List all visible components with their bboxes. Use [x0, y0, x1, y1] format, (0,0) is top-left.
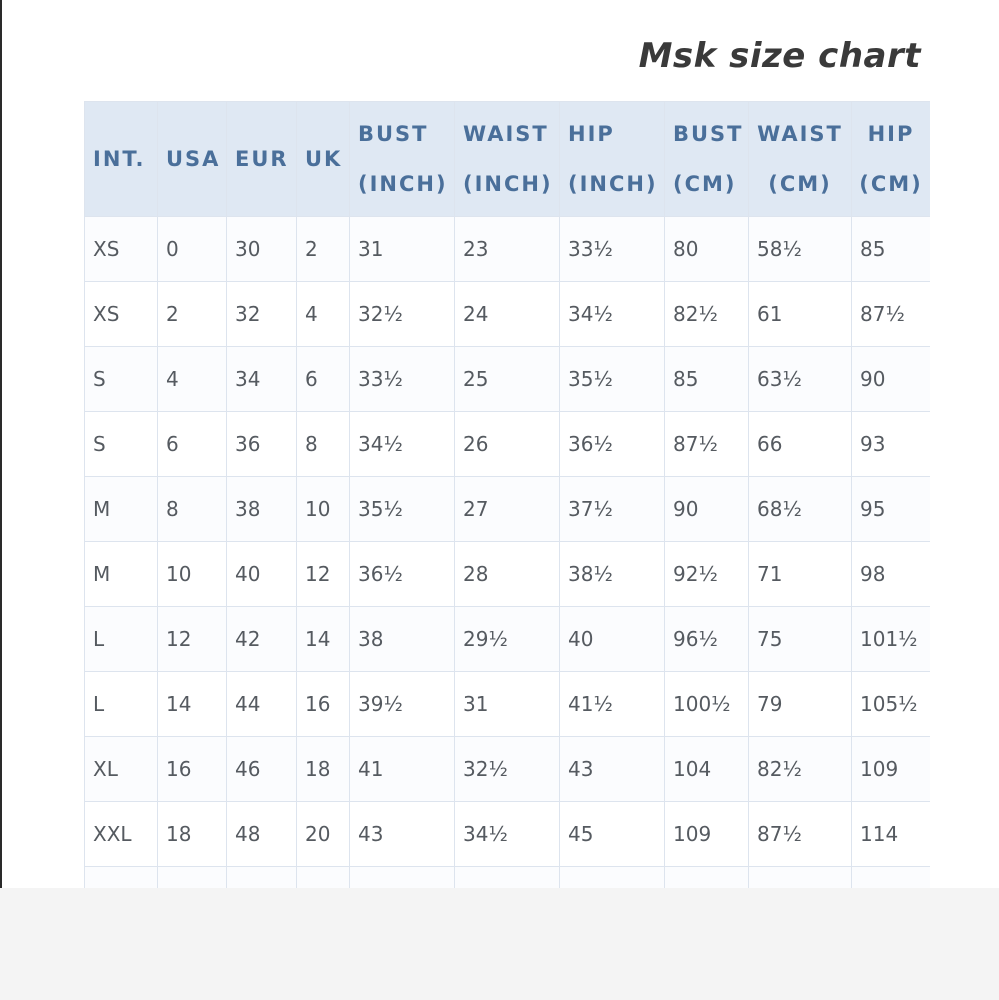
column-header-hip-cm — [852, 102, 931, 217]
table-cell-usa: 6 — [158, 412, 227, 477]
table-cell-eur — [227, 867, 297, 889]
table-cell-eur: 32 — [227, 282, 297, 347]
table-cell-uk: 14 — [297, 607, 350, 672]
table-cell-uk: 10 — [297, 477, 350, 542]
table-cell-eur: 46 — [227, 737, 297, 802]
column-header-label: WAIST — [463, 122, 549, 146]
table-cell-bust-cm: 104 — [665, 737, 749, 802]
table-cell-uk: 20 — [297, 802, 350, 867]
column-header-label: HIP — [867, 122, 915, 146]
column-header-label: UK — [305, 147, 343, 171]
header-row — [85, 102, 931, 217]
table-cell-usa: 18 — [158, 802, 227, 867]
table-row — [85, 607, 931, 672]
table-row — [85, 867, 931, 889]
table-cell-hip-cm: 109 — [852, 737, 931, 802]
column-header-unit: (INCH) — [568, 172, 658, 196]
table-cell-waist-cm: 61 — [749, 282, 852, 347]
table-cell-waist-inch: 29½ — [455, 607, 560, 672]
table-cell-usa: 16 — [158, 737, 227, 802]
table-cell-int: S — [85, 412, 158, 477]
table-cell-int: L — [85, 607, 158, 672]
table-cell-hip-cm: 114 — [852, 802, 931, 867]
size-table-container — [84, 101, 930, 888]
table-cell-waist-inch: 32½ — [455, 737, 560, 802]
table-cell-waist-cm: 63½ — [749, 347, 852, 412]
table-cell-waist-inch: 28 — [455, 542, 560, 607]
column-header-uk — [297, 102, 350, 217]
table-row — [85, 672, 931, 737]
table-cell-uk: 2 — [297, 217, 350, 282]
column-header-unit: (CM) — [673, 172, 737, 196]
table-cell-hip-inch: 34½ — [560, 282, 665, 347]
table-cell-waist-inch: 23 — [455, 217, 560, 282]
table-cell-hip-cm: 93 — [852, 412, 931, 477]
column-header-hip-inch — [560, 102, 665, 217]
table-cell-waist-cm — [749, 867, 852, 889]
table-cell-eur: 40 — [227, 542, 297, 607]
table-cell-bust-cm: 87½ — [665, 412, 749, 477]
table-cell-hip-inch: 36½ — [560, 412, 665, 477]
table-cell-waist-cm: 75 — [749, 607, 852, 672]
table-cell-eur: 34 — [227, 347, 297, 412]
table-cell-int — [85, 867, 158, 889]
table-cell-int: M — [85, 542, 158, 607]
table-cell-int: XL — [85, 737, 158, 802]
column-header-label: BUST — [673, 122, 744, 146]
column-header-label: USA — [166, 147, 221, 171]
table-cell-eur: 42 — [227, 607, 297, 672]
column-header-unit: (INCH) — [463, 172, 553, 196]
table-cell-hip-inch: 37½ — [560, 477, 665, 542]
table-cell-hip-inch: 45 — [560, 802, 665, 867]
table-cell-usa: 14 — [158, 672, 227, 737]
table-cell-uk: 18 — [297, 737, 350, 802]
column-header-label: BUST — [358, 122, 429, 146]
column-header-eur — [227, 102, 297, 217]
table-cell-bust-cm: 90 — [665, 477, 749, 542]
column-header-unit: (CM) — [859, 172, 923, 196]
bottom-band — [0, 888, 999, 1000]
table-cell-bust-cm: 85 — [665, 347, 749, 412]
table-cell-bust-inch — [350, 867, 455, 889]
table-cell-bust-inch: 34½ — [350, 412, 455, 477]
table-cell-eur: 48 — [227, 802, 297, 867]
table-cell-waist-cm: 66 — [749, 412, 852, 477]
table-cell-usa: 10 — [158, 542, 227, 607]
table-cell-int: M — [85, 477, 158, 542]
table-cell-bust-inch: 35½ — [350, 477, 455, 542]
table-cell-uk: 4 — [297, 282, 350, 347]
column-header-bust-cm — [665, 102, 749, 217]
table-cell-uk: 12 — [297, 542, 350, 607]
table-cell-hip-cm: 95 — [852, 477, 931, 542]
table-cell-int: XS — [85, 282, 158, 347]
table-cell-hip-inch: 38½ — [560, 542, 665, 607]
table-cell-int: XS — [85, 217, 158, 282]
table-row — [85, 542, 931, 607]
column-header-label: HIP — [568, 122, 615, 146]
table-cell-waist-inch — [455, 867, 560, 889]
table-cell-uk: 8 — [297, 412, 350, 477]
table-cell-uk: 16 — [297, 672, 350, 737]
table-cell-bust-inch: 31 — [350, 217, 455, 282]
table-cell-uk — [297, 867, 350, 889]
table-cell-hip-inch: 43 — [560, 737, 665, 802]
left-border — [0, 0, 2, 888]
table-cell-hip-inch: 40 — [560, 607, 665, 672]
table-cell-hip-cm: 101½ — [852, 607, 931, 672]
column-header-usa — [158, 102, 227, 217]
table-cell-bust-cm: 82½ — [665, 282, 749, 347]
table-cell-int: L — [85, 672, 158, 737]
table-cell-usa — [158, 867, 227, 889]
table-cell-waist-cm: 82½ — [749, 737, 852, 802]
table-row — [85, 282, 931, 347]
table-cell-waist-inch: 26 — [455, 412, 560, 477]
table-cell-hip-inch — [560, 867, 665, 889]
table-cell-bust-inch: 32½ — [350, 282, 455, 347]
table-cell-bust-cm: 96½ — [665, 607, 749, 672]
column-header-label: WAIST — [757, 122, 843, 146]
table-cell-waist-inch: 31 — [455, 672, 560, 737]
size-table — [84, 101, 930, 888]
table-cell-usa: 12 — [158, 607, 227, 672]
table-cell-bust-inch: 43 — [350, 802, 455, 867]
table-cell-bust-inch: 33½ — [350, 347, 455, 412]
table-cell-hip-cm: 85 — [852, 217, 931, 282]
table-row — [85, 802, 931, 867]
table-cell-eur: 44 — [227, 672, 297, 737]
column-header-waist-inch — [455, 102, 560, 217]
table-cell-bust-cm: 92½ — [665, 542, 749, 607]
column-header-unit: (INCH) — [358, 172, 448, 196]
table-cell-usa: 4 — [158, 347, 227, 412]
table-cell-int: S — [85, 347, 158, 412]
table-cell-bust-inch: 39½ — [350, 672, 455, 737]
table-cell-hip-cm: 90 — [852, 347, 931, 412]
table-cell-hip-inch: 35½ — [560, 347, 665, 412]
column-header-int — [85, 102, 158, 217]
table-cell-waist-cm: 79 — [749, 672, 852, 737]
table-cell-usa: 0 — [158, 217, 227, 282]
table-cell-bust-cm: 109 — [665, 802, 749, 867]
table-cell-waist-inch: 34½ — [455, 802, 560, 867]
table-row — [85, 477, 931, 542]
chart-title: Msk size chart — [638, 36, 921, 76]
table-cell-waist-cm: 68½ — [749, 477, 852, 542]
table-cell-usa: 8 — [158, 477, 227, 542]
table-cell-int: XXL — [85, 802, 158, 867]
table-cell-hip-inch: 33½ — [560, 217, 665, 282]
table-cell-usa: 2 — [158, 282, 227, 347]
table-cell-bust-cm: 100½ — [665, 672, 749, 737]
table-cell-eur: 38 — [227, 477, 297, 542]
column-header-label: INT. — [93, 147, 146, 171]
table-cell-bust-cm — [665, 867, 749, 889]
table-cell-hip-cm — [852, 867, 931, 889]
table-cell-hip-cm: 98 — [852, 542, 931, 607]
table-cell-bust-inch: 41 — [350, 737, 455, 802]
table-row — [85, 737, 931, 802]
column-header-waist-cm — [749, 102, 852, 217]
column-header-label: EUR — [235, 147, 289, 171]
table-cell-waist-cm: 58½ — [749, 217, 852, 282]
column-header-unit: (CM) — [768, 172, 832, 196]
table-cell-bust-inch: 38 — [350, 607, 455, 672]
table-body — [85, 217, 931, 889]
table-cell-bust-inch: 36½ — [350, 542, 455, 607]
table-cell-hip-cm: 87½ — [852, 282, 931, 347]
table-row — [85, 217, 931, 282]
table-cell-waist-inch: 25 — [455, 347, 560, 412]
table-cell-waist-inch: 27 — [455, 477, 560, 542]
table-cell-waist-cm: 87½ — [749, 802, 852, 867]
table-cell-hip-cm: 105½ — [852, 672, 931, 737]
table-cell-hip-inch: 41½ — [560, 672, 665, 737]
table-cell-waist-inch: 24 — [455, 282, 560, 347]
column-header-bust-inch — [350, 102, 455, 217]
table-cell-bust-cm: 80 — [665, 217, 749, 282]
table-row — [85, 412, 931, 477]
table-cell-uk: 6 — [297, 347, 350, 412]
table-row — [85, 347, 931, 412]
table-cell-eur: 36 — [227, 412, 297, 477]
table-cell-waist-cm: 71 — [749, 542, 852, 607]
table-cell-eur: 30 — [227, 217, 297, 282]
